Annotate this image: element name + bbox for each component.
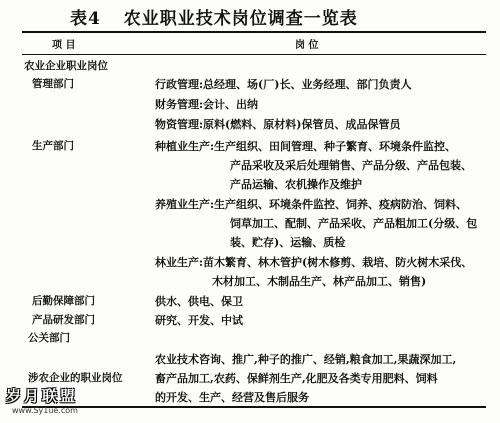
- agri-related-line-3: 的开发、生产、经营及售后服务: [155, 391, 309, 404]
- header-position: 岗 位: [295, 40, 319, 51]
- forestry-line-2: 木材加工、木制品生产、林产品加工、销售): [212, 275, 427, 288]
- breeding-line-3: 装、贮存)、运输、质检: [230, 236, 346, 249]
- bottom-rule: [22, 406, 486, 408]
- management-line-2: 财务管理:会计、出纳: [155, 98, 259, 111]
- logistics-value: 供水、供电、保卫: [155, 295, 243, 308]
- planting-line-1: 种植业生产:生产组织、田间管理、种子繁育、环境条件监控、: [155, 140, 457, 153]
- header-rule: [22, 54, 486, 55]
- rnd-value: 研究、开发、中试: [155, 314, 243, 327]
- planting-line-3: 产品运输、农机操作及维护: [230, 178, 362, 191]
- management-line-1: 行政管理:总经理、场(厂)长、业务经理、部门负责人: [155, 78, 412, 91]
- management-line-3: 物资管理:原料(燃料、原材料)保管员、成品保管员: [155, 118, 401, 131]
- section-agri-enterprise: 农业企业职业岗位: [24, 60, 108, 72]
- row-label-public: 公关部门: [28, 332, 70, 344]
- header-item: 项 目: [52, 40, 76, 51]
- table-title: 农业职业技术岗位调查一览表: [123, 9, 358, 29]
- forestry-line-1: 林业生产:苗木繁育、林木管护(树木修剪、栽培、防火树木采伐、: [155, 256, 473, 269]
- row-label-logistics: 后勤保障部门: [32, 295, 95, 307]
- watermark-url: www.Sy1ue.com: [12, 406, 78, 415]
- agri-related-line-2: 畜产品加工,农药、保鲜剂生产,化肥及各类专用肥料、饲料: [155, 372, 438, 385]
- top-rule: [22, 31, 486, 33]
- table-title-line: [70, 4, 358, 29]
- agri-related-line-1: 农业技术咨询、推广,种子的推广、经销,粮食加工,果蔬深加工,: [155, 353, 457, 366]
- breeding-line-2: 饲草加工、配制、产品采收、产品粗加工(分级、包: [230, 217, 478, 230]
- breeding-line-1: 养殖业生产:生产组织、环境条件监控、饲养、疫病防治、饲料、: [155, 198, 468, 211]
- table-number: 表4: [70, 9, 101, 29]
- row-label-rnd: 产品研发部门: [32, 314, 95, 326]
- planting-line-2: 产品采收及采后处理销售、产品分级、产品包装、: [230, 159, 472, 172]
- row-label-production: 生产部门: [32, 140, 74, 152]
- row-label-agri-related: 涉农企业的职业岗位: [28, 372, 123, 384]
- watermark-text: 岁月联盟: [6, 387, 79, 405]
- row-label-management: 管理部门: [32, 78, 74, 90]
